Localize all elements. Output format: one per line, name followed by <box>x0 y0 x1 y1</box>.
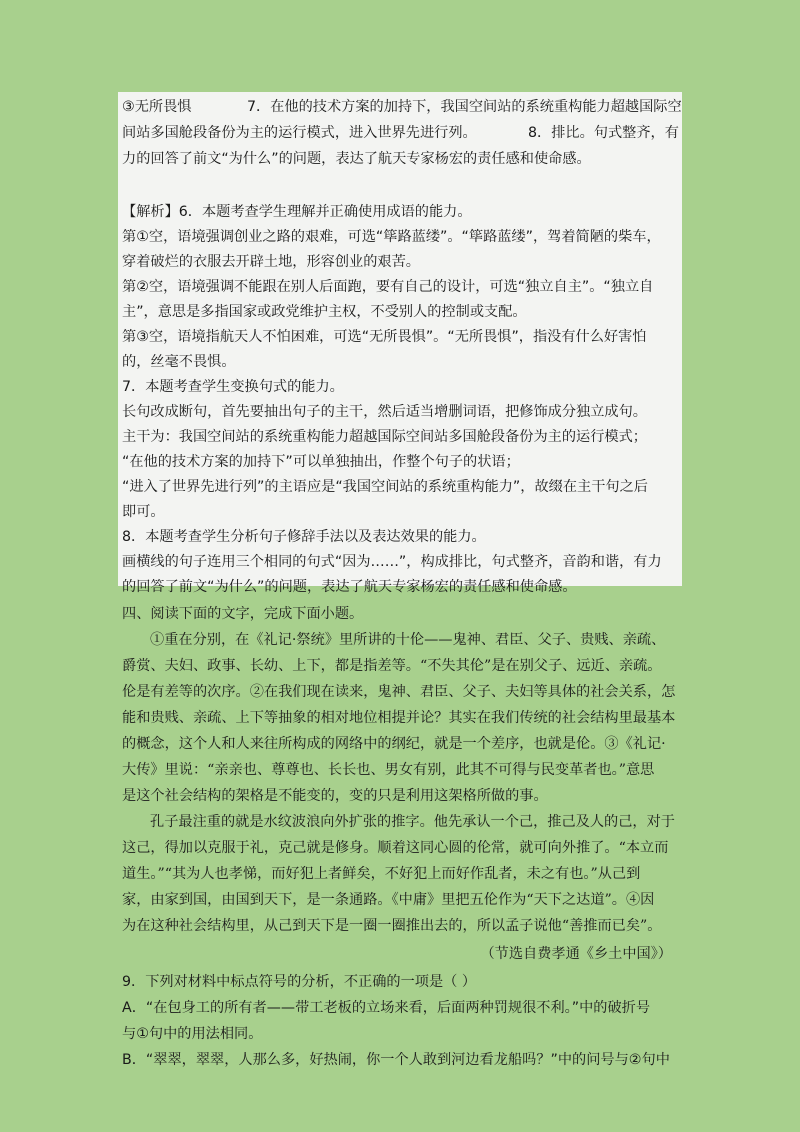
analysis-line: 穿着破烂的衣服去开辟土地，形容创业的艰苦。 <box>122 254 420 270</box>
analysis-line: 的回答了前文“为什么”的问题，表达了航天专家杨宏的责任感和使命感。 <box>122 579 577 595</box>
passage-line: 孔子最注重的就是水纹波浪向外扩张的推字。他先承认一个己，推己及人的己，对于 <box>150 814 675 830</box>
passage-line: 伦是有差等的次序。②在我们现在读来，鬼神、君臣、父子、夫妇等具体的社会关系，怎 <box>122 684 676 700</box>
analysis-line: “在他的技术方案的加持下”可以单独抽出，作整个句子的状语； <box>122 454 520 470</box>
passage-line: 家，由家到国，由国到天下，是一条通路。《中庸》里把五伦作为“天下之达道”。④因 <box>122 892 655 908</box>
question-9-option-a: A．“在包身工的所有者——带工老板的立场来看，后面两种罚规很不利。”中的破折号 <box>122 1000 651 1016</box>
analysis-line: 的，丝毫不畏惧。 <box>122 354 236 370</box>
passage-line: 这己，得加以克服于礼，克己就是修身。顺着这同心圆的伦常，就可向外推了。“本立而 <box>122 840 669 856</box>
analysis-line: 7．本题考查学生变换句式的能力。 <box>122 379 344 395</box>
question-9-stem: 9．下列对材料中标点符号的分析，不正确的一项是（ ） <box>122 974 477 990</box>
answer-line-2 <box>122 123 679 143</box>
passage-line: 道生。”“其为人也孝悌，而好犯上者鲜矣，不好犯上而好作乱者，未之有也。”从己到 <box>122 866 641 882</box>
analysis-line: 长句改成断句，首先要抽出句子的主干，然后适当增删词语，把修饰成分独立成句。 <box>122 404 647 420</box>
passage-line: 大传》里说：“亲亲也、尊尊也、长长也、男女有别，此其不可得与民变革者也。”意思 <box>122 762 655 778</box>
answer-7-cont: 间站多国舱段备份为主的运行模式，进入世界先进行列。 <box>122 125 477 141</box>
answer-8: 8．排比。句式整齐，有 <box>528 125 679 141</box>
passage-source: （节选自费孝通《乡土中国》） <box>480 946 672 962</box>
answer-line-3: 力的回答了前文“为什么”的问题，表达了航天专家杨宏的责任感和使命感。 <box>122 151 591 167</box>
passage-line: 能和贵贱、亲疏、上下等抽象的相对地位相提并论？其实在我们传统的社会结构里最基本 <box>122 710 676 726</box>
analysis-line: 第①空，语境强调创业之路的艰难，可选“筚路蓝缕”。“筚路蓝缕”，驾着简陋的柴车， <box>122 229 661 245</box>
passage-line: 为在这种社会结构里，从己到天下是一圈一圈推出去的，所以孟子说他“善推而已矣”。 <box>122 918 662 934</box>
question-9-option-a-cont: 与①句中的用法相同。 <box>122 1026 263 1042</box>
analysis-line: 主干为：我国空间站的系统重构能力超越国际空间站多国舱段备份为主的运行模式； <box>122 429 647 445</box>
passage-line: 爵赏、夫妇、政事、长幼、上下，都是指差等。“不失其伦”是在别父子、远近、亲疏。 <box>122 658 662 674</box>
analysis-line: 画横线的句子连用三个相同的句式“因为……”，构成排比，句式整齐，音韵和谐，有力 <box>122 554 662 570</box>
question-9-option-b: B．“翠翠，翠翠，人那么多，好热闹，你一个人敢到河边看龙船吗？”中的问号与②句中 <box>122 1052 670 1068</box>
analysis-line: 第②空，语境强调不能跟在别人后面跑，要有自己的设计，可选“独立自主”。“独立自 <box>122 279 654 295</box>
analysis-line: 第③空，语境指航天人不怕困难，可选“无所畏惧”。“无所畏惧”，指没有什么好害怕 <box>122 329 647 345</box>
passage-line: 的概念，这个人和人来往所构成的网络中的纲纪，就是一个差序，也就是伦。③《礼记· <box>122 736 666 752</box>
answer-6-3: ③无所畏惧 <box>122 99 192 115</box>
analysis-heading: 【解析】6．本题考查学生理解并正确使用成语的能力。 <box>122 204 472 220</box>
answer-7: 7．在他的技术方案的加持下，我国空间站的系统重构能力超越国际空 <box>247 99 682 115</box>
answer-line-1 <box>122 97 682 117</box>
analysis-line: 即可。 <box>122 504 165 520</box>
analysis-line: “进入了世界先进行列”的主语应是“我国空间站的系统重构能力”，故缀在主干句之后 <box>122 479 648 495</box>
passage-line: ①重在分别，在《礼记·祭统》里所讲的十伦——鬼神、君臣、父子、贵贱、亲疏、 <box>150 632 666 648</box>
section-title: 四、阅读下面的文字，完成下面小题。 <box>122 606 364 622</box>
analysis-line: 8．本题考查学生分析句子修辞手法以及表达效果的能力。 <box>122 529 486 545</box>
passage-line: 是这个社会结构的架格是不能变的，变的只是利用这架格所做的事。 <box>122 788 548 804</box>
analysis-line: 主”，意思是多指国家或政党维护主权，不受别人的控制或支配。 <box>122 304 527 320</box>
